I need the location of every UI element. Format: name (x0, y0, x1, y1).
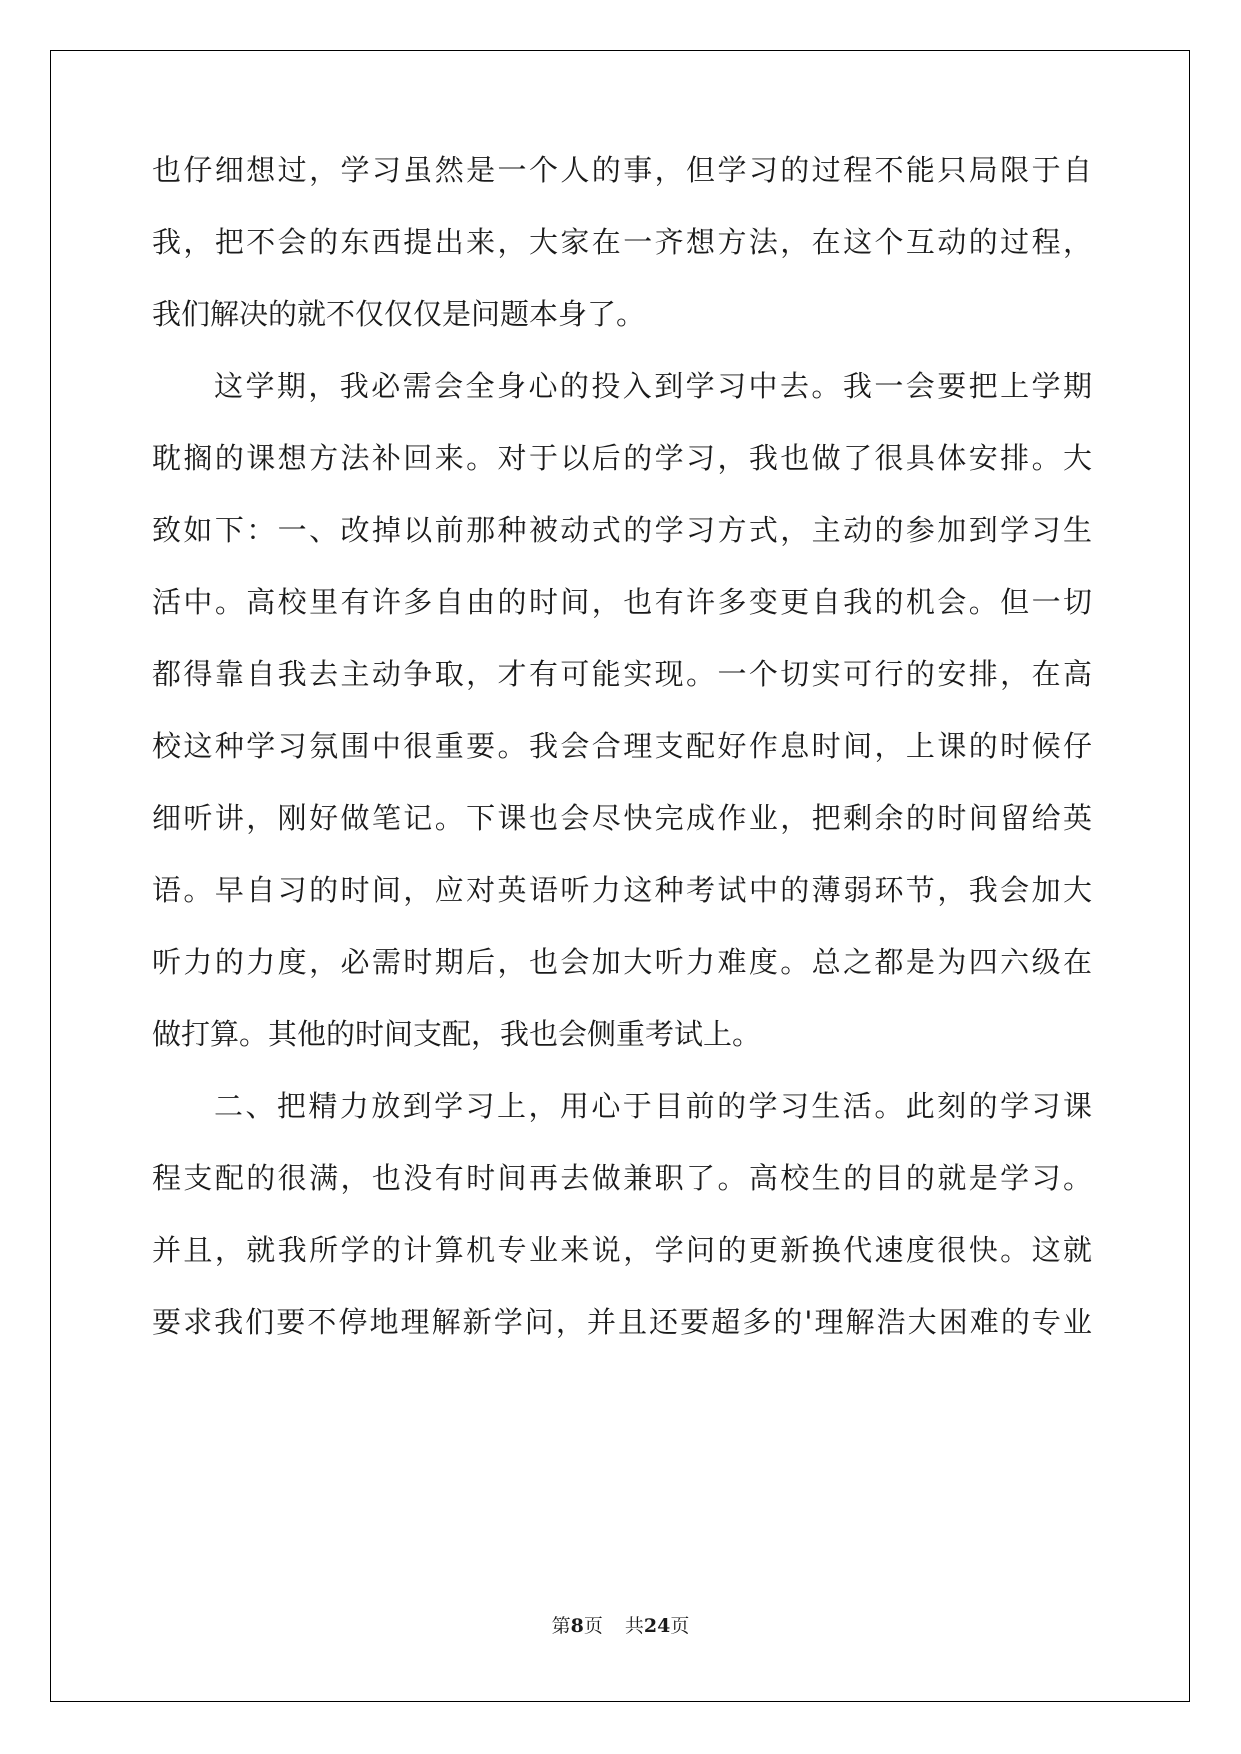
text-line-9: 校这种学习氛围中很重要。我会合理支配好作息时间，上课的时候仔 (152, 729, 1092, 763)
text-line-2: 我，把不会的东西提出来，大家在一齐想方法，在这个互动的过程， (152, 225, 1092, 259)
footer-total-suffix: 页 (670, 1615, 690, 1637)
footer-page-number: 8 (570, 1615, 584, 1637)
text-line-14: 二、把精力放到学习上，用心于目前的学习生活。此刻的学习课 (214, 1089, 1092, 1123)
text-line-1: 也仔细想过，学习虽然是一个人的事，但学习的过程不能只局限于自 (152, 153, 1092, 187)
text-line-12: 听力的力度，必需时期后，也会加大听力难度。总之都是为四六级在 (152, 945, 1092, 979)
text-line-3: 我们解决的就不仅仅仅是问题本身了。 (152, 297, 646, 331)
text-line-4: 这学期，我必需会全身心的投入到学习中去。我一会要把上学期 (214, 369, 1092, 403)
text-line-15: 程支配的很满，也没有时间再去做兼职了。高校生的目的就是学习。 (152, 1161, 1092, 1195)
footer-page-suffix: 页 (583, 1615, 603, 1637)
text-line-10: 细听讲，刚好做笔记。下课也会尽快完成作业，把剩余的时间留给英 (152, 801, 1092, 835)
text-line-17: 要求我们要不停地理解新学问，并且还要超多的'理解浩大困难的专业 (152, 1305, 1092, 1339)
text-line-11: 语。早自习的时间，应对英语听力这种考试中的薄弱环节，我会加大 (152, 873, 1092, 907)
text-line-5: 耽搁的课想方法补回来。对于以后的学习，我也做了很具体安排。大 (152, 441, 1092, 475)
footer-total-prefix: 共 (624, 1615, 644, 1637)
footer-page-prefix: 第 (551, 1615, 571, 1637)
text-line-16: 并且，就我所学的计算机专业来说，学问的更新换代速度很快。这就 (152, 1233, 1092, 1267)
footer-total-pages: 24 (643, 1615, 671, 1637)
text-line-7: 活中。高校里有许多自由的时间，也有许多变更自我的机会。但一切 (152, 585, 1092, 619)
text-line-8: 都得靠自我去主动争取，才有可能实现。一个切实可行的安排，在高 (152, 657, 1092, 691)
text-line-13: 做打算。其他的时间支配，我也会侧重考试上。 (152, 1017, 762, 1051)
text-line-6: 致如下：一、改掉以前那种被动式的学习方式，主动的参加到学习生 (152, 513, 1092, 547)
page-footer (0, 1614, 1241, 1638)
